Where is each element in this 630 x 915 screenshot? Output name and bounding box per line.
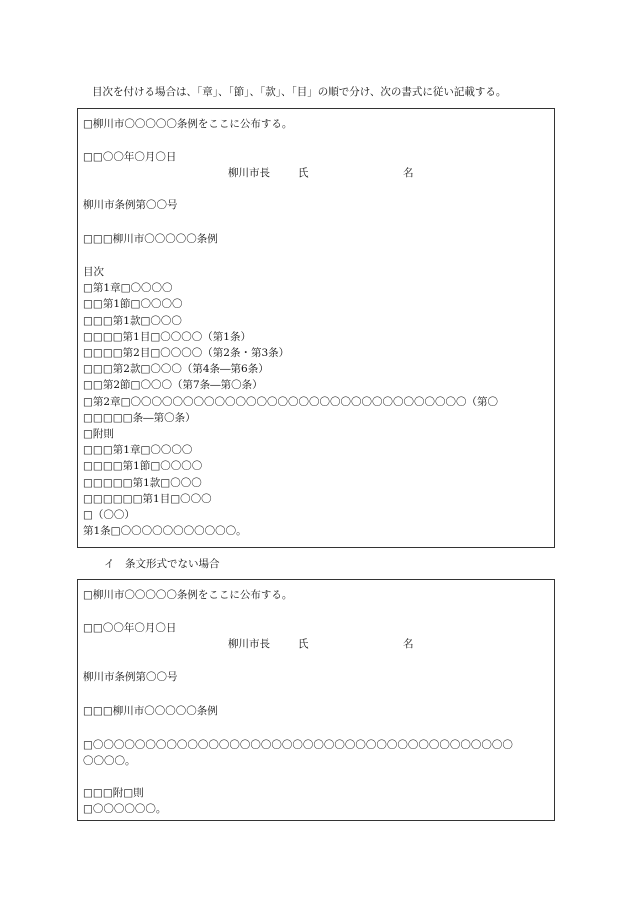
mayor-title: 柳川市長 [228, 638, 270, 650]
promulgation-line: □柳川市〇〇〇〇〇条例をここに公布する。 [83, 589, 293, 601]
date-line: □□〇〇年〇月〇日 [83, 151, 177, 163]
toc-line: □□□□第2目□〇〇〇〇（第2条・第3条） [83, 347, 290, 359]
ordinance-title: □□□柳川市〇〇〇〇〇条例 [83, 233, 218, 245]
toc-line: □第1章□〇〇〇〇 [83, 282, 173, 295]
toc-line: □□□□□□第1目□〇〇〇 [83, 492, 212, 505]
toc-line: □□□□第1目□〇〇〇〇（第1条） [83, 330, 251, 343]
ordinance-number: 柳川市条例第〇〇号 [83, 671, 178, 683]
mayor-name-shi: 氏 [298, 167, 309, 179]
toc-line: □附則 [83, 428, 114, 440]
promulgation-line: □柳川市〇〇〇〇〇条例をここに公布する。 [83, 118, 293, 130]
toc-line: □□□□□条―第〇条） [83, 411, 196, 424]
supplementary-heading: □□□附□則 [83, 787, 144, 799]
supplementary-body: □〇〇〇〇〇〇。 [83, 803, 167, 815]
toc-line: □□□第2款□〇〇〇（第4条―第6条） [83, 363, 269, 376]
toc-line: 第1条□〇〇〇〇〇〇〇〇〇〇〇。 [83, 525, 247, 538]
toc-line: □□□□□第1款□〇〇〇 [83, 476, 202, 489]
toc-line: □第2章□〇〇〇〇〇〇〇〇〇〇〇〇〇〇〇〇〇〇〇〇〇〇〇〇〇〇〇〇〇〇〇〇（第〇 [83, 395, 499, 408]
mayor-name-mei: 名 [403, 638, 414, 650]
format-box-with-toc [77, 108, 555, 548]
ordinance-title: □□□柳川市〇〇〇〇〇条例 [83, 705, 218, 717]
body-line: 〇〇〇〇。 [83, 755, 136, 767]
date-line: □□〇〇年〇月〇日 [83, 622, 177, 634]
body-line: □〇〇〇〇〇〇〇〇〇〇〇〇〇〇〇〇〇〇〇〇〇〇〇〇〇〇〇〇〇〇〇〇〇〇〇〇〇〇〇〇 [83, 739, 513, 751]
toc-line: □□□第1款□〇〇〇 [83, 314, 182, 327]
mayor-name-mei: 名 [403, 167, 414, 179]
toc-line: □□□□第1節□〇〇〇〇 [83, 460, 203, 473]
section-heading: イ 条文形式でない場合 [104, 558, 220, 570]
mayor-name-shi: 氏 [298, 638, 309, 650]
ordinance-number: 柳川市条例第〇〇号 [83, 199, 178, 211]
intro-text: 目次を付ける場合は、「章」、「節」、「款」、「目」の順で分け、次の書式に従い記載する。 [92, 86, 507, 98]
toc-line: □□□第1章□〇〇〇〇 [83, 444, 193, 457]
toc-line: □（〇〇） [83, 509, 135, 521]
mayor-title: 柳川市長 [228, 167, 270, 179]
toc-line: □□第2節□〇〇〇（第7条―第〇条） [83, 379, 263, 392]
format-box-without-articles [77, 579, 555, 821]
toc-heading: 目次 [83, 266, 104, 278]
toc-line: □□第1節□〇〇〇〇 [83, 298, 183, 311]
